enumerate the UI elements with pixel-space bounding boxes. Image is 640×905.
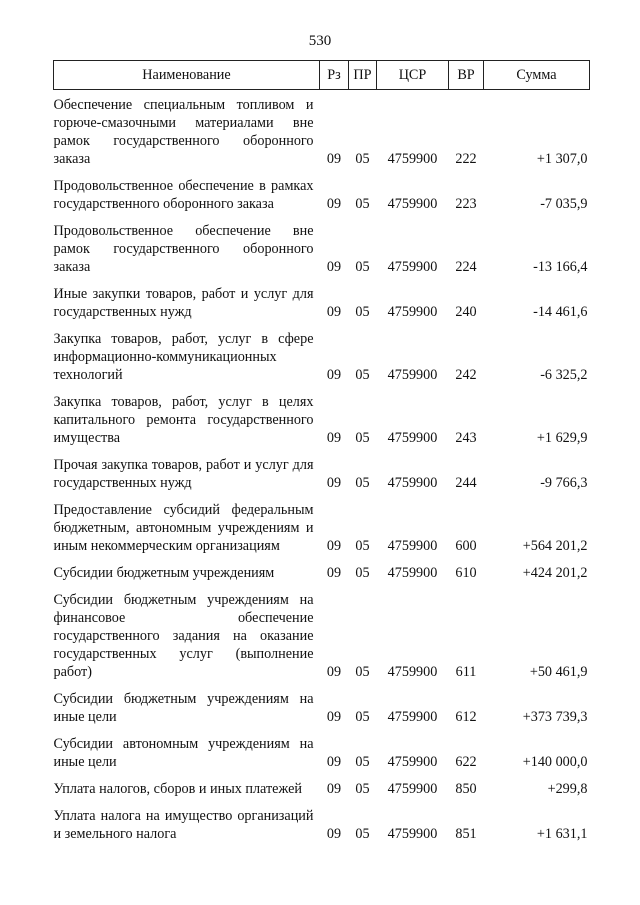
row-vr: 244 (455, 475, 477, 491)
row-vr: 611 (455, 664, 477, 680)
budget-table (53, 60, 590, 846)
row-vr: 622 (455, 754, 477, 770)
header-csr: ЦСР (377, 61, 449, 90)
row-vr: 612 (455, 709, 477, 725)
row-vr: 610 (455, 565, 477, 581)
row-sum: -7 035,9 (540, 196, 588, 212)
row-name: Субсидии бюджетным учреждениям на финансовое обеспечение государственного задания на оказание государственных услуг (выполнение работ) (53, 592, 314, 680)
header-name: Наименование (54, 61, 320, 90)
row-csr: 4759900 (387, 781, 438, 797)
row-sum: +373 739,3 (522, 709, 588, 725)
row-rz: 09 (326, 259, 342, 275)
row-rz: 09 (326, 430, 342, 446)
header-pr: ПР (349, 61, 377, 90)
row-name: Закупка товаров, работ, услуг в целях капитального ремонта государственного имущества (53, 394, 314, 446)
row-rz: 09 (326, 754, 342, 770)
row-vr: 242 (455, 367, 477, 383)
table-row (54, 171, 590, 216)
row-sum: -13 166,4 (533, 259, 588, 275)
table-row (54, 90, 590, 172)
row-rz: 09 (326, 475, 342, 491)
row-name: Иные закупки товаров, работ и услуг для государственных нужд (53, 286, 314, 320)
row-pr: 05 (355, 475, 370, 491)
row-sum: +1 629,9 (536, 430, 588, 446)
table-row (54, 558, 590, 585)
row-vr: 851 (455, 826, 477, 842)
row-rz: 09 (326, 304, 342, 320)
row-pr: 05 (355, 565, 370, 581)
row-pr: 05 (355, 664, 370, 680)
row-csr: 4759900 (387, 304, 438, 320)
row-sum: +564 201,2 (522, 538, 588, 554)
row-name: Субсидии бюджетным учреждениям (53, 565, 275, 581)
row-sum: +424 201,2 (522, 565, 588, 581)
header-sum: Сумма (484, 61, 590, 90)
table-row (54, 801, 590, 846)
row-csr: 4759900 (387, 151, 438, 167)
row-pr: 05 (355, 367, 370, 383)
table-row (54, 450, 590, 495)
row-pr: 05 (355, 781, 370, 797)
table-row (54, 585, 590, 684)
row-name: Обеспечение специальным топливом и горюче-смазочными материалами вне рамок государственного оборонного заказа (53, 97, 314, 167)
row-csr: 4759900 (387, 565, 438, 581)
row-vr: 223 (455, 196, 477, 212)
row-pr: 05 (355, 259, 370, 275)
row-csr: 4759900 (387, 430, 438, 446)
row-sum: -6 325,2 (540, 367, 588, 383)
table-row (54, 279, 590, 324)
row-rz: 09 (326, 826, 342, 842)
row-rz: 09 (326, 367, 342, 383)
row-pr: 05 (355, 826, 370, 842)
table-row (54, 495, 590, 558)
row-sum: -14 461,6 (533, 304, 588, 320)
row-sum: +50 461,9 (529, 664, 588, 680)
row-csr: 4759900 (387, 196, 438, 212)
row-rz: 09 (326, 664, 342, 680)
table-row (54, 216, 590, 279)
row-csr: 4759900 (387, 259, 438, 275)
row-name: Предоставление субсидий федеральным бюджетным, автономным учреждениям и иным некоммерческим организациям (53, 502, 314, 554)
row-name: Субсидии автономным учреждениям на иные цели (53, 736, 314, 770)
row-sum: +1 307,0 (536, 151, 588, 167)
row-vr: 243 (455, 430, 477, 446)
row-vr: 600 (455, 538, 477, 554)
row-name: Субсидии бюджетным учреждениям на иные цели (53, 691, 314, 725)
row-rz: 09 (326, 196, 342, 212)
row-pr: 05 (355, 754, 370, 770)
row-sum: -9 766,3 (540, 475, 588, 491)
row-pr: 05 (355, 430, 370, 446)
row-csr: 4759900 (387, 367, 438, 383)
row-vr: 240 (455, 304, 477, 320)
row-csr: 4759900 (387, 475, 438, 491)
header-rz: Рз (320, 61, 349, 90)
row-pr: 05 (355, 538, 370, 554)
row-csr: 4759900 (387, 538, 438, 554)
row-rz: 09 (326, 151, 342, 167)
row-vr: 224 (455, 259, 477, 275)
row-vr: 850 (455, 781, 477, 797)
table-row (54, 729, 590, 774)
row-rz: 09 (326, 565, 342, 581)
row-csr: 4759900 (387, 754, 438, 770)
row-csr: 4759900 (387, 709, 438, 725)
row-csr: 4759900 (387, 664, 438, 680)
row-pr: 05 (355, 151, 370, 167)
table-row (54, 684, 590, 729)
table-row (54, 774, 590, 801)
table-header-row (54, 61, 590, 90)
row-sum: +140 000,0 (522, 754, 588, 770)
row-rz: 09 (326, 709, 342, 725)
table-row (54, 387, 590, 450)
row-sum: +1 631,1 (536, 826, 588, 842)
row-rz: 09 (326, 538, 342, 554)
row-csr: 4759900 (387, 826, 438, 842)
row-pr: 05 (355, 196, 370, 212)
row-sum: +299,8 (547, 781, 588, 797)
row-name: Прочая закупка товаров, работ и услуг для государственных нужд (53, 457, 314, 491)
row-name: Продовольственное обеспечение в рамках государственного оборонного заказа (53, 178, 314, 212)
row-pr: 05 (355, 709, 370, 725)
header-vr: ВР (449, 61, 484, 90)
row-name: Уплата налогов, сборов и иных платежей (53, 781, 302, 797)
table-row (54, 324, 590, 387)
row-rz: 09 (326, 781, 342, 797)
row-vr: 222 (455, 151, 477, 167)
page-number: 530 (308, 33, 332, 49)
row-name: Уплата налога на имущество организаций и земельного налога (53, 808, 314, 842)
row-name: Продовольственное обеспечение вне рамок государственного оборонного заказа (53, 223, 314, 275)
row-pr: 05 (355, 304, 370, 320)
row-name: Закупка товаров, работ, услуг в сфере информационно-коммуникационных технологий (53, 331, 314, 383)
